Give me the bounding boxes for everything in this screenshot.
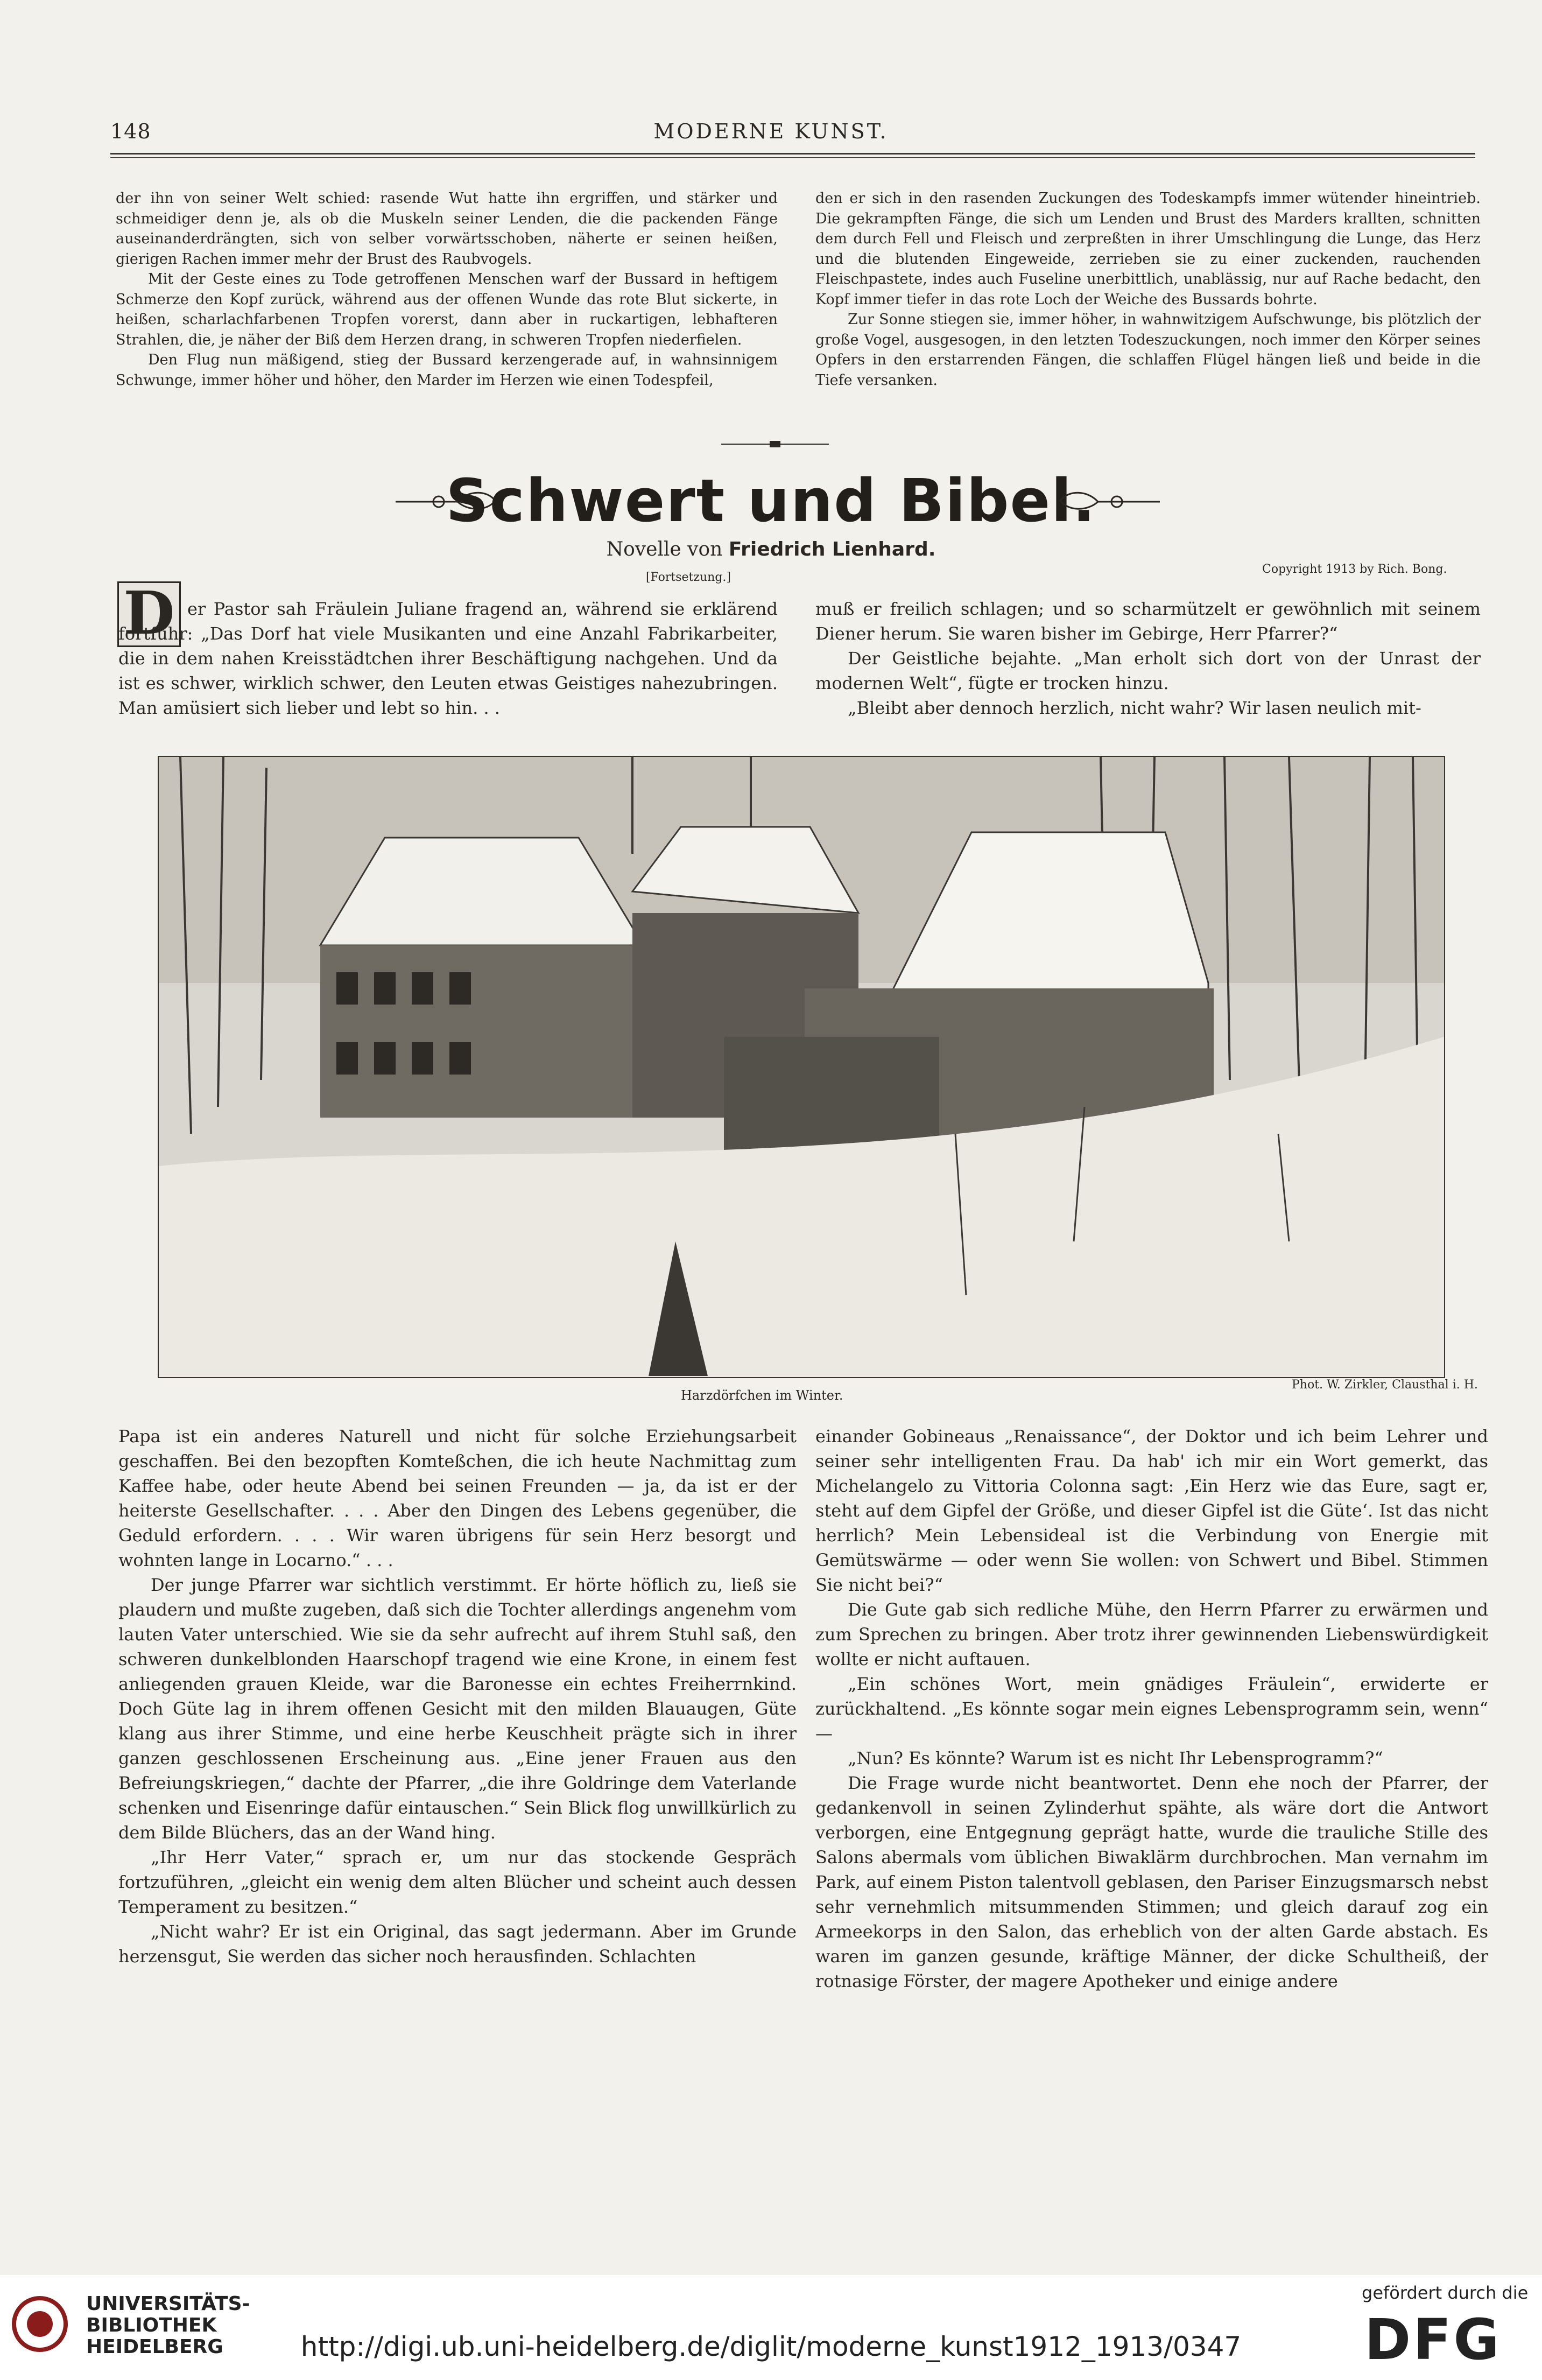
- library-line: UNIVERSITÄTS-: [86, 2293, 250, 2315]
- paragraph: Zur Sonne stiegen sie, immer höher, in wahnwitzigem Aufschwunge, bis plötzlich der große Vogel, ausgesogen, in den letzten Todeszuckungen, noch immer den Körper seines Opfers in den erstarrenden Fängen, die schlaffen Flügel hängen ließ und beide in die Tiefe versanken.: [815, 311, 1481, 389]
- paragraph: „Nun? Es könnte? Warum ist es nicht Ihr Lebensprogramm?“: [848, 1748, 1383, 1768]
- paragraph: Mit der Geste eines zu Tode getroffenen Menschen warf der Bussard in heftigem Schmerze den Kopf zurück, während aus der offenen Wunde das rote Blut sickerte, in heißen, scharlachfarbenen Tropfen vorerst, dann aber in ruckartigen, lebhafteren Strahlen, die, je näher der Biß dem Herzen drang, in schweren Tropfen niederfielen.: [116, 271, 778, 348]
- paragraph: der ihn von seiner Welt schied: rasende Wut hatte ihn ergriffen, und stärker und schmeidiger denn je, als ob die Muskeln seiner Lenden, die die packenden Fänge auseinanderdrängten, sich von selber vorwärtsschoben, näherte er seinen heißen, gierigen Rachen immer mehr der Brust des Raubvogels.: [116, 190, 778, 268]
- story-subtitle: [0, 538, 1542, 560]
- paragraph: Die Frage wurde nicht beantwortet. Denn ehe noch der Pfarrer, der gedankenvoll in seinen Zylinderhut spähte, als wäre dort die Antwort verborgen, eine Entgegnung geprägt hatte, wurde die trauliche Stille des Salons abermals vom üblichen Biwaklärm durchbrochen. Man vernahm im Park, auf einem Piston talentvoll geblasen, den Pariser Einzugsmarsch nebst sehr vernehmlich mitsummenden Stimmen; und gleich darauf zog ein Armeekorps in den Salon, das erheblich von der alten Garde abstach. Es waren im ganzen gesunde, kräftige Männer, der dicke Schultheiß, der rotnasige Förster, der magere Apotheker und einige andere: [815, 1773, 1488, 1991]
- paragraph: Die Gute gab sich redliche Mühe, den Herrn Pfarrer zu erwärmen und zum Sprechen zu bringen. Aber trotz ihrer gewinnenden Liebenswürdigkeit wollte er nicht auftauen.: [815, 1599, 1488, 1669]
- lower-left-column: [118, 1424, 797, 1969]
- photo-credit: Phot. W. Zirkler, Clausthal i. H.: [1292, 1378, 1478, 1392]
- top-right-column: [815, 188, 1481, 390]
- paragraph: Der Geistliche bejahte. „Man erholt sich dort von der Unrast der modernen Welt“, fügte er trocken hinzu.: [815, 648, 1481, 693]
- paragraph: Papa ist ein anderes Naturell und nicht für solche Erziehungsarbeit geschaffen. Bei den bezopften Komteßchen, die ich heute Nachmittag zum Kaffee habe, oder heute Abend bei seinen Freunden — ja, da ist er der heiterste Gesellschafter. . . . Aber den Dingen des Lebens gegenüber, die Geduld erfordern. . . . Wir waren übrigens für sein Herz besorgt und wohnten lange in Locarno.“ . . .: [118, 1426, 797, 1570]
- lower-right-column: [815, 1424, 1488, 1993]
- drop-cap: D: [117, 581, 181, 647]
- copyright-note: Copyright 1913 by Rich. Bong.: [1262, 563, 1447, 576]
- winter-village-photo: [158, 756, 1445, 1378]
- paragraph: „Nicht wahr? Er ist ein Original, das sagt jedermann. Aber im Grunde herzensgut, Sie werden das sicher noch herausfinden. Schlachten: [118, 1921, 797, 1967]
- paragraph: „Ihr Herr Vater,“ sprach er, um nur das stockende Gespräch fortzuführen, „gleicht ein wenig dem alten Blücher und scheint auch dessen Temperament zu besitzen.“: [118, 1847, 797, 1917]
- paragraph: einander Gobineaus „Renaissance“, der Doktor und ich beim Lehrer und seiner sehr intelligenten Frau. Da hab' ich mir ein Wort gemerkt, das Michelangelo zu Vittoria Colonna sagt: ‚Ein Herz wie das Eure, sagt er, steht auf dem Gipfel der Größe, und dieser Gipfel ist die Güte‘. Ist das nicht herrlich? Mein Lebensideal ist die Verbindung von Energie mit Gemütswärme — oder wenn Sie wollen: von Schwert und Bibel. Stimmen Sie nicht bei?“: [815, 1426, 1488, 1595]
- paragraph: [118, 596, 778, 720]
- library-line: HEIDELBERG: [86, 2336, 223, 2358]
- paragraph: den er sich in den rasenden Zuckungen des Todeskampfs immer wütender hineintrieb. Die gekrampften Fänge, die sich um Lenden und Brust des Marders krallten, schnitten dem durch Fell und Fleisch und zerpreßten in ihrer Umschlingung die Lunge, das Herz und die blutenden Eingeweide, zerrieben sie zu einer zuckenden, rauchenden Fleischpastete, indes auch Fuseline unerbittlich, unablässig, nur auf Rache bedacht, den Kopf immer tiefer in das rote Loch der Weiche des Bussards bohrte.: [815, 190, 1481, 308]
- paragraph: muß er freilich schlagen; und so scharmützelt er gewöhnlich mit seinem Diener herum. Sie waren bisher im Gebirge, Herr Pfarrer?“: [815, 599, 1481, 644]
- page-number: 148: [110, 120, 151, 143]
- paragraph: Den Flug nun mäßigend, stieg der Bussard kerzengerade auf, in wahnsinnigem Schwunge, immer höher und höher, den Marder im Herzen wie einen Todespfeil,: [116, 352, 778, 389]
- library-line: BIBLIOTHEK: [86, 2314, 217, 2336]
- dfg-logo: DFG: [1364, 2307, 1502, 2372]
- paragraph: Der junge Pfarrer war sichtlich verstimmt. Er hörte höflich zu, ließ sie plaudern und mußte zugeben, daß sich die Tochter allerdings angenehm vom lauten Vater unterschied. Wie sie da sehr aufrecht auf ihrem Stuhl saß, den schweren dunkelblonden Haarschopf tragend wie eine Krone, in einem fest anliegenden grauen Kleide, war die Baronesse ein echtes Freiherrnkind. Doch Güte lag in ihrem offenen Gesicht mit den milden Blauaugen, Güte klang aus ihrer Stimme, und eine herbe Keuschheit prägte sich in ihrer ganzen geschlossenen Erscheinung aus. „Eine jener Frauen aus den Befreiungskriegen,“ dachte der Pfarrer, „die ihre Goldringe dem Vaterlande schenken und Eisenringe dafür eintauschen.“ Sein Blick flog unwillkürlich zu dem Bilde Blüchers, das an der Wand hing.: [118, 1575, 797, 1843]
- paragraph: „Bleibt aber dennoch herzlich, nicht wahr? Wir lasen neulich mit-: [848, 698, 1421, 718]
- subtitle-prefix: Novelle von: [606, 538, 723, 560]
- section-divider-ornament: [721, 439, 829, 450]
- author-name: Friedrich Lienhard.: [728, 538, 936, 560]
- intro-right-column: [815, 596, 1481, 720]
- paragraph-text: er Pastor sah Fräulein Juliane fragend an, während sie erklärend fortfuhr: „Das Dorf hat viele Musikanten und eine Anzahl Fabrikarbeiter, die in dem nahen Kreisstädtchen ihrer Beschäftigung nachgehen. Und da ist es schwer, wirklich schwer, den Leuten etwas Geistiges nahezubringen. Man amüsiert sich lieber und lebt so hin. . .: [118, 599, 778, 718]
- journal-title: MODERNE KUNST.: [653, 120, 889, 143]
- continuation-note: [Fortsetzung.]: [646, 571, 731, 584]
- top-left-column: [116, 188, 778, 390]
- header-rule-thin: [110, 157, 1475, 158]
- header-rule-thick: [110, 153, 1475, 155]
- story-title: Schwert und Bibel.: [446, 466, 1096, 535]
- photo-caption: Harzdörfchen im Winter.: [681, 1388, 843, 1403]
- paragraph: „Ein schönes Wort, mein gnädiges Fräulein“, erwiderte er zurückhaltend. „Es könnte sogar mein eignes Lebensprogramm sein, wenn“ —: [815, 1674, 1488, 1744]
- sponsor-text: gefördert durch die: [1362, 2283, 1529, 2303]
- permalink-url[interactable]: http://digi.ub.uni-heidelberg.de/diglit/moderne_kunst1912_1913/0347: [300, 2331, 1242, 2362]
- title-flourish-right-icon: [1055, 485, 1163, 517]
- intro-left-column: [118, 596, 778, 720]
